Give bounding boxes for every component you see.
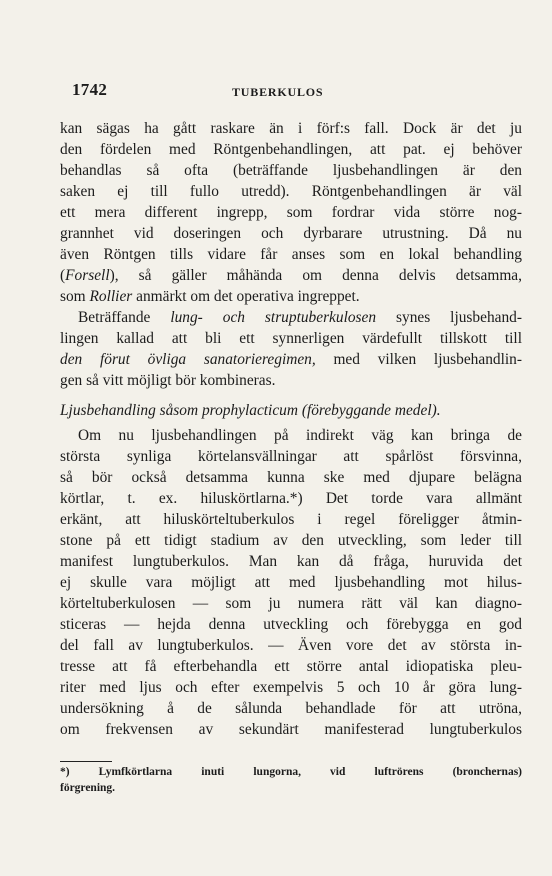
text-line: även Röntgen tills vidare får anses som en lokal behandling [60, 246, 522, 263]
author-name: Rollier [89, 288, 133, 305]
text-line [60, 349, 522, 370]
text-line: gen så vitt möjligt bör kombineras. [60, 372, 276, 389]
text-line: sticeras — hejda denna utveckling och förebygga en god [60, 616, 522, 633]
text-line: stone på ett tidigt stadium av den utveckling, som leder till [60, 532, 522, 549]
section-heading: Ljusbehandling såsom prophylacticum (förebyggande medel). [60, 402, 441, 419]
text-line: behandlas så ofta (beträffande ljusbehandlingen är den [60, 162, 522, 179]
text-line: kan sägas ha gått raskare än i förf:s fall. Dock är det ju [60, 120, 522, 137]
page-header [72, 80, 512, 100]
text-span: ( [60, 267, 66, 284]
text-line: saken ej till fullo utredd). Röntgenbehandlingen är väl [60, 183, 522, 200]
text-span: som [60, 288, 90, 305]
text-line: körtlar, t. ex. hiluskörtlarna.*) Det torde vara allmänt [60, 490, 522, 507]
text-line: lingen kallad att bli ett synnerligen värdefullt tillskott till [60, 330, 522, 347]
footnote-divider [60, 761, 112, 762]
text-line: undersökning å de sålunda behandlade för att utröna, [60, 700, 522, 717]
text-span: ), så gäller måhända om denna delvis detsamma, [109, 267, 522, 284]
text-line: så bör också detsamma kunna ske med djupare belägna [60, 469, 522, 486]
emphasis-text: den förut övliga sanatorieregimen, [60, 351, 316, 368]
text-line: del fall av lungtuberkulos. — Även vore det av största in- [60, 637, 522, 654]
text-line: manifest lungtuberkulos. Man kan då fråga, huruvida det [60, 553, 522, 570]
text-span: med vilken ljusbehandlin- [315, 351, 522, 368]
text-line: riter med ljus och efter exempelvis 5 och 10 år göra lung- [60, 679, 522, 696]
footnote [60, 764, 522, 796]
text-line: ej skulle vara möjligt att med ljusbehandling mot hilus- [60, 574, 522, 591]
text-line: om frekvensen av sekundärt manifesterad lungtuberkulos [60, 721, 522, 738]
running-title: TUBERKULOS [232, 85, 324, 99]
text-line: den fördelen med Röntgenbehandlingen, att pat. ej behöver [60, 141, 522, 158]
text-line: grannhet vid doseringen och dyrbarare utrustning. Då nu [60, 225, 522, 242]
emphasis-text: lung- och struptuberkulosen [170, 309, 377, 326]
text-line: Om nu ljusbehandlingen på indirekt väg kan bringa de [78, 427, 522, 444]
page-number: 1742 [72, 80, 108, 99]
text-span: Beträffande [78, 309, 171, 326]
text-line [60, 265, 522, 286]
text-line: ett mera different ingrepp, som fordrar vida större nog- [60, 204, 522, 221]
author-name: Forsell [65, 267, 110, 284]
text-span: synes ljusbehand- [376, 309, 522, 326]
footnote-line: förgrening. [60, 782, 116, 794]
text-line: tresse att få efterbehandla ett större antal idiopatiska pleu- [60, 658, 522, 675]
text-line: största synliga körtelansvällningar att spårlöst försvinna, [60, 448, 522, 465]
text-line [60, 286, 522, 307]
body-text [60, 118, 522, 740]
text-span: anmärkt om det operativa ingreppet. [132, 288, 360, 305]
footnote-line: *) Lymfkörtlarna inuti lungorna, vid luftrörens (bronchernas) [60, 766, 522, 778]
text-line [60, 307, 522, 328]
text-line: körteltuberkulosen — som ju numera rätt väl kan diagno- [60, 595, 522, 612]
text-line: erkänt, att hiluskörteltuberkulos i regel föreligger åtmin- [60, 511, 522, 528]
